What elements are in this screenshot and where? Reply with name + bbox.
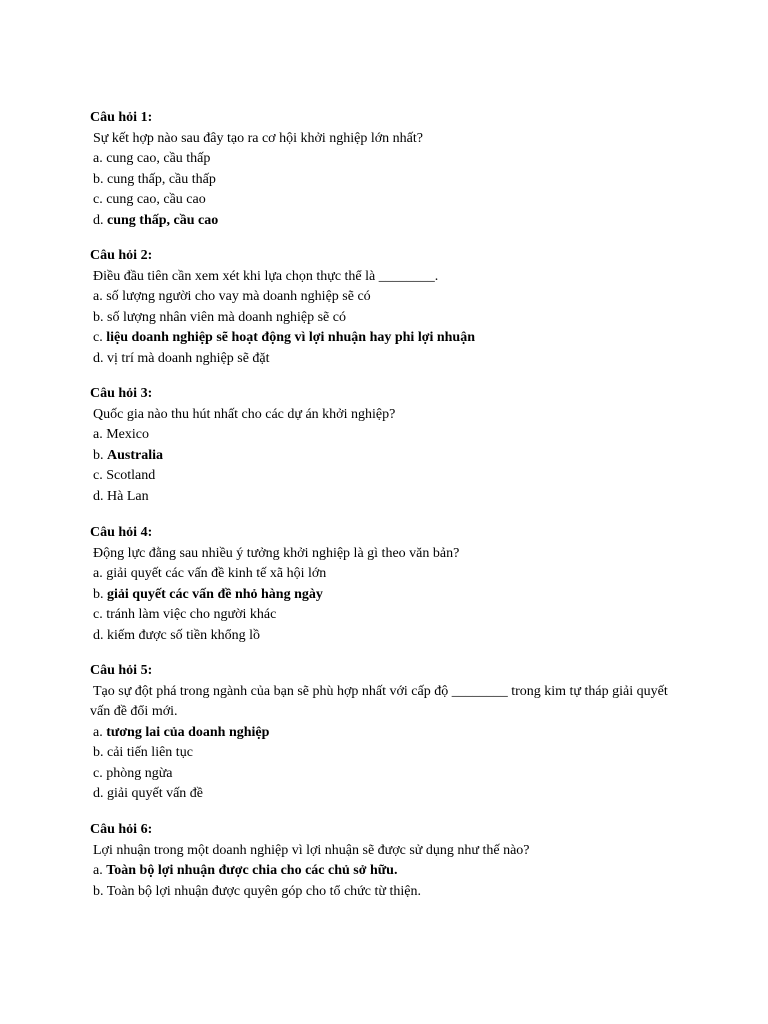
option-text: vị trí mà doanh nghiệp sẽ đặt [107,350,270,366]
option-text: cung cao, cầu cao [106,192,206,207]
question-2 [90,246,690,369]
question-text: Điều đầu tiên cần xem xét khi lựa chọn thực thể là ________. [93,268,439,284]
question-6 [90,820,690,902]
option-text: cung thấp, cầu cao [107,212,219,228]
option-c [90,764,690,785]
question-3 [90,384,690,507]
option-b [90,170,690,191]
question-text: Tạo sự đột phá trong ngành của bạn sẽ phù hợp nhất với cấp độ ________ trong kim tự tháp giải quyết vấn đề đổi mới. [90,683,668,719]
option-letter: b. [93,447,107,463]
option-text: cải tiến liên tục [107,745,193,760]
question-title: Câu hỏi 3: [90,386,153,401]
option-text: tương lai của doanh nghiệp [106,724,270,740]
option-a [90,287,690,308]
option-letter: d. [93,786,107,801]
option-letter: c. [93,765,107,781]
option-c [90,605,690,626]
question-title: Câu hỏi 1: [90,110,153,125]
option-text: Australia [107,447,163,463]
option-text: giải quyết các vấn đề kinh tế xã hội lớn [106,566,327,581]
option-d [90,349,690,370]
option-text: liệu doanh nghiệp sẽ hoạt động vì lợi nhuận hay phi lợi nhuận [106,330,475,345]
option-b [90,308,690,329]
option-text: số lượng nhân viên mà doanh nghiệp sẽ có [107,309,346,325]
question-text: Quốc gia nào thu hút nhất cho các dự án khởi nghiệp? [93,406,396,422]
question-title: Câu hỏi 4: [90,525,153,540]
option-letter: c. [93,330,107,345]
option-c [90,328,690,349]
option-d [90,487,690,508]
option-d [90,784,690,805]
option-letter: b. [93,586,107,602]
question-5 [90,661,690,805]
option-b [90,585,690,606]
option-letter: b. [93,171,107,187]
option-text: giải quyết các vấn đề nhỏ hàng ngày [107,586,323,602]
option-a [90,149,690,170]
option-letter: b. [93,883,107,899]
option-a [90,425,690,446]
option-letter: d. [93,488,107,504]
option-a [90,861,690,882]
option-c [90,466,690,487]
option-letter: a. [93,151,107,166]
option-text: tránh làm việc cho người khác [106,607,277,622]
option-letter: a. [93,724,107,740]
option-text: giải quyết vấn đề [107,786,204,801]
question-title: Câu hỏi 2: [90,248,153,263]
question-4 [90,523,690,646]
option-text: Toàn bộ lợi nhuận được quyên góp cho tổ chức từ thiện. [106,883,421,899]
option-letter: d. [93,627,107,643]
option-letter: c. [93,607,107,622]
question-1 [90,108,690,231]
option-text: số lượng người cho vay mà doanh nghiệp sẽ có [106,289,371,304]
option-letter: a. [93,566,107,581]
option-text: Toàn bộ lợi nhuận được chia cho các chủ sở hữu. [106,863,398,878]
option-letter: a. [93,863,107,878]
option-text: cung thấp, cầu thấp [107,171,216,187]
option-letter: d. [93,350,107,366]
option-text: Scotland [106,468,156,483]
option-text: Hà Lan [107,488,149,504]
question-text: Lợi nhuận trong một doanh nghiệp vì lợi nhuận sẽ được sử dụng như thế nào? [93,842,530,858]
option-letter: c. [93,468,107,483]
option-text: kiếm được số tiền khổng lồ [107,627,261,643]
option-letter: c. [93,192,107,207]
option-letter: b. [93,745,107,760]
option-letter: a. [93,427,107,442]
question-text: Sự kết hợp nào sau đây tạo ra cơ hội khởi nghiệp lớn nhất? [93,130,423,146]
option-text: phòng ngừa [106,765,173,781]
option-c [90,190,690,211]
option-a [90,564,690,585]
option-text: cung cao, cầu thấp [106,151,211,166]
option-letter: a. [93,289,107,304]
option-b [90,743,690,764]
question-title: Câu hỏi 5: [90,663,153,678]
question-title: Câu hỏi 6: [90,822,153,837]
question-text: Động lực đằng sau nhiều ý tưởng khởi nghiệp là gì theo văn bản? [93,545,460,561]
option-letter: d. [93,212,107,228]
option-b [90,882,690,903]
option-letter: b. [93,309,107,325]
option-text: Mexico [106,427,149,442]
option-d [90,211,690,232]
option-b [90,446,690,467]
option-a [90,723,690,744]
option-d [90,626,690,647]
